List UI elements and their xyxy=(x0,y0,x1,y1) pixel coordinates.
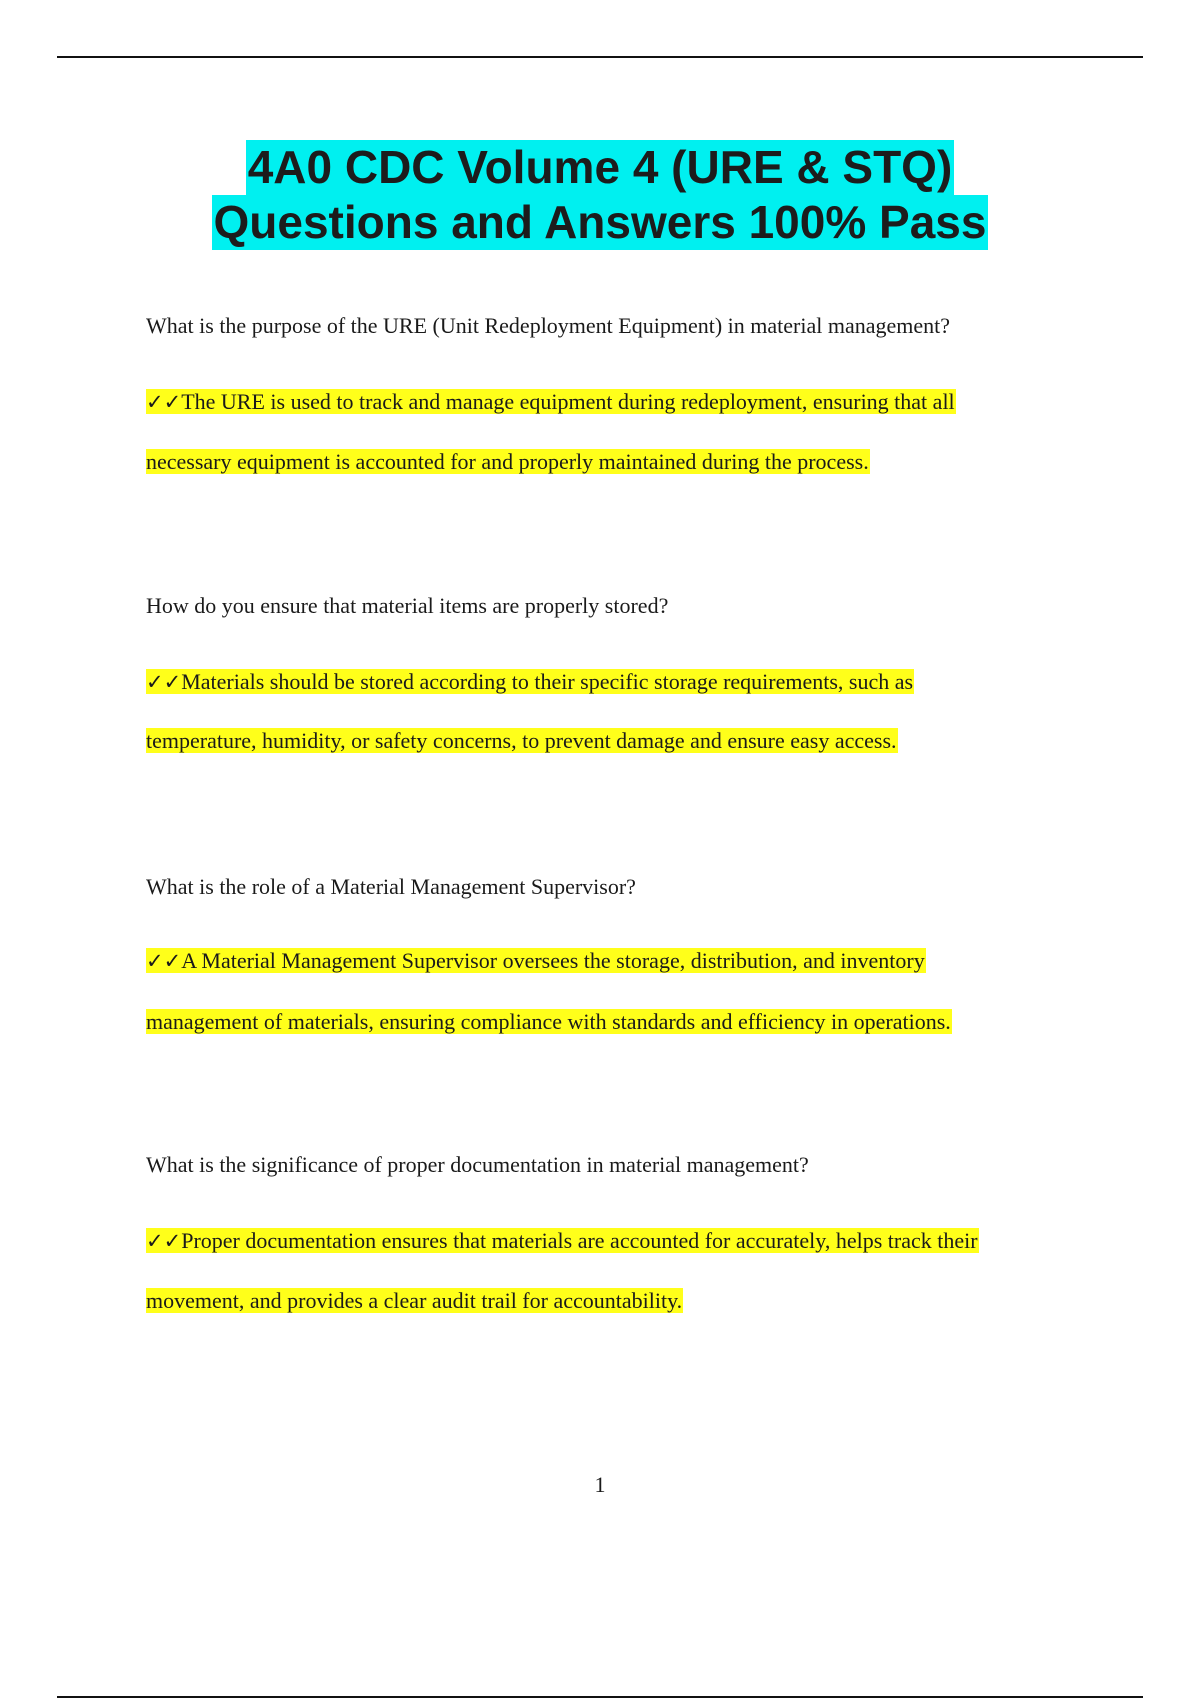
page-number: 1 xyxy=(594,1472,606,1497)
answer-line-2 xyxy=(146,1286,683,1316)
answer-line-2 xyxy=(146,726,898,756)
answer-text: temperature, humidity, or safety concerns, to prevent damage and ensure easy access. xyxy=(146,728,897,753)
document-title xyxy=(0,140,1200,250)
question-text: How do you ensure that material items are properly stored? xyxy=(146,593,669,618)
answer-text: necessary equipment is accounted for and properly maintained during the process. xyxy=(146,449,869,474)
title-line-1: 4A0 CDC Volume 4 (URE & STQ) xyxy=(247,141,953,193)
answer-check-icon: ✓✓ xyxy=(146,1229,182,1253)
answer-text: Proper documentation ensures that materials are accounted for accurately, helps track their xyxy=(181,1228,978,1253)
answer-text: management of materials, ensuring compliance with standards and efficiency in operations. xyxy=(146,1009,951,1034)
answer-check-icon: ✓✓ xyxy=(146,390,182,414)
question-text: What is the purpose of the URE (Unit Redeployment Equipment) in material management? xyxy=(146,313,950,338)
header-rule xyxy=(57,56,1143,58)
answer-check-icon: ✓✓ xyxy=(146,670,182,694)
answer-text: movement, and provides a clear audit trail for accountability. xyxy=(146,1288,683,1313)
qa-item-1 xyxy=(146,313,1086,474)
answer-line-1 xyxy=(146,1226,979,1256)
answer-text: A Material Management Supervisor oversees the storage, distribution, and inventory xyxy=(181,948,925,973)
footer-rule xyxy=(57,1696,1143,1698)
question-text: What is the significance of proper documentation in material management? xyxy=(146,1152,809,1177)
answer-text: Materials should be stored according to their specific storage requirements, such as xyxy=(181,669,914,694)
qa-item-3 xyxy=(146,874,1086,1034)
answer-check-icon: ✓✓ xyxy=(146,949,182,973)
answer-line-2 xyxy=(146,447,870,477)
qa-item-4 xyxy=(146,1152,1086,1313)
answer-line-1 xyxy=(146,946,926,976)
question-text: What is the role of a Material Management Supervisor? xyxy=(146,874,636,899)
answer-text: The URE is used to track and manage equipment during redeployment, ensuring that all xyxy=(181,389,955,414)
qa-item-2 xyxy=(146,593,1086,753)
answer-line-1 xyxy=(146,387,956,417)
answer-line-1 xyxy=(146,667,914,697)
answer-line-2 xyxy=(146,1007,952,1037)
title-line-2: Questions and Answers 100% Pass xyxy=(213,196,987,248)
